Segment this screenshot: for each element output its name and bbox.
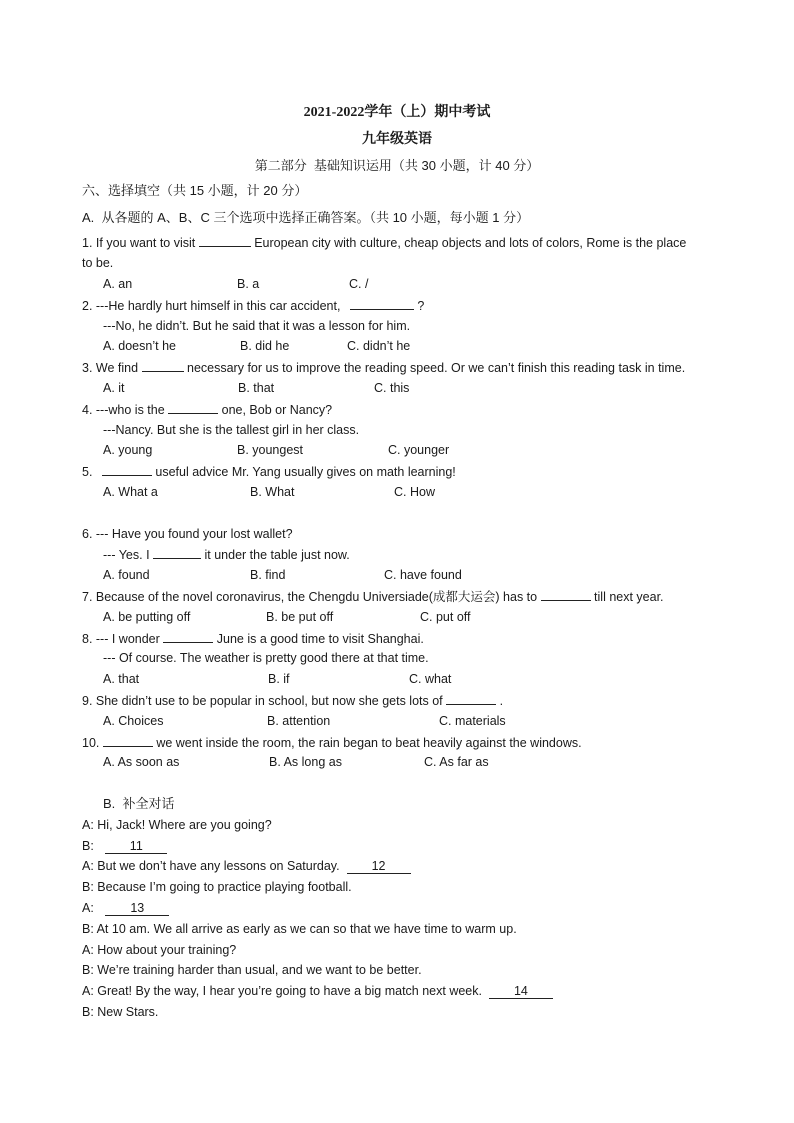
question-7: 7. Because of the novel coronavirus, the Chengdu Universiade(成都大运会) has to till next year.	[82, 587, 664, 606]
dialogue-line: B: New Stars.	[82, 1005, 159, 1019]
option-a: A. be putting off	[103, 610, 191, 624]
question-2: 2. ---He hardly hurt himself in this car accident, ?	[82, 296, 424, 315]
option-b: B. if	[268, 672, 290, 686]
option-b: B. did he	[240, 339, 290, 353]
option-c: C. /	[349, 277, 369, 291]
question-6-reply: --- Yes. I it under the table just now.	[103, 545, 350, 564]
option-b: B. a	[237, 277, 260, 291]
option-a: A. it	[103, 381, 125, 395]
option-b: B. be put off	[266, 610, 334, 624]
numbered-blank: 13	[105, 901, 169, 916]
question-4: 4. ---who is the one, Bob or Nancy?	[82, 400, 332, 419]
dialogue-line: B: 11	[82, 837, 167, 855]
answer-blank	[350, 296, 414, 310]
answer-blank	[168, 400, 218, 414]
answer-blank	[199, 233, 251, 247]
dialogue-line: A: But we don’t have any lessons on Saturday. 12	[82, 857, 411, 875]
question-6: 6. --- Have you found your lost wallet?	[82, 527, 293, 541]
option-c: C. materials	[439, 714, 506, 728]
question-9: 9. She didn’t use to be popular in school, but now she gets lots of .	[82, 691, 503, 710]
option-c: C. How	[394, 485, 435, 499]
option-a: A. found	[103, 568, 150, 582]
answer-blank	[102, 462, 152, 476]
option-a: A. an	[103, 277, 133, 291]
dialogue-line: B: We’re training harder than usual, and we want to be better.	[82, 963, 422, 977]
answer-blank	[163, 629, 213, 643]
dialogue-line: A: Hi, Jack! Where are you going?	[82, 818, 272, 832]
question-3: 3. We find necessary for us to improve the reading speed. Or we can’t finish this reading task in time.	[82, 358, 685, 377]
part-a-instructions: A. 从各题的 A、B、C 三个选项中选择正确答案。（共 10 小题，每小题 1 分）	[82, 210, 530, 225]
question-2-reply: ---No, he didn’t. But he said that it was a lesson for him.	[103, 319, 411, 333]
question-1: 1. If you want to visit European city with culture, cheap objects and lots of colors, Rome is the place	[82, 233, 686, 252]
option-c: C. what	[409, 672, 452, 686]
subject-title: 九年级英语	[362, 132, 432, 147]
question-8: 8. --- I wonder June is a good time to visit Shanghai.	[82, 629, 424, 648]
option-b: B. that	[238, 381, 275, 395]
option-c: C. didn’t he	[347, 339, 411, 353]
question-8-reply: --- Of course. The weather is pretty good there at that time.	[103, 651, 429, 665]
dialogue-line: A: How about your training?	[82, 943, 237, 957]
answer-blank	[103, 733, 153, 747]
option-b: B. find	[250, 568, 286, 582]
dialogue-line: A: Great! By the way, I hear you’re going to have a big match next week. 14	[82, 982, 553, 1000]
dialogue-line: A: 13	[82, 899, 169, 917]
dialogue-line: B: At 10 am. We all arrive as early as we can so that we have time to warm up.	[82, 922, 517, 936]
option-a: A. Choices	[103, 714, 164, 728]
option-b: B. youngest	[237, 443, 304, 457]
answer-blank	[153, 545, 201, 559]
option-b: B. attention	[267, 714, 331, 728]
option-a: A. that	[103, 672, 140, 686]
question-1-cont: to be.	[82, 256, 114, 270]
option-b: B. What	[250, 485, 295, 499]
part-heading: 第二部分 基础知识运用（共 30 小题，计 40 分）	[254, 158, 540, 173]
option-a: A. doesn’t he	[103, 339, 176, 353]
question-10: 10. we went inside the room, the rain began to beat heavily against the windows.	[82, 733, 582, 752]
question-5: 5. useful advice Mr. Yang usually gives on math learning!	[82, 462, 456, 481]
numbered-blank: 11	[105, 839, 167, 854]
option-c: C. put off	[420, 610, 471, 624]
part-b-heading: B. 补全对话	[103, 796, 175, 811]
answer-blank	[142, 358, 184, 372]
section-heading: 六、选择填空（共 15 小题，计 20 分）	[82, 183, 308, 198]
answer-blank	[541, 587, 591, 601]
exam-title: 2021-2022学年（上）期中考试	[303, 105, 491, 120]
option-a: A. young	[103, 443, 153, 457]
numbered-blank: 14	[489, 984, 553, 999]
dialogue-line: B: Because I’m going to practice playing football.	[82, 880, 352, 894]
option-b: B. As long as	[269, 755, 342, 769]
option-c: C. As far as	[424, 755, 489, 769]
option-c: C. have found	[384, 568, 462, 582]
option-a: A. As soon as	[103, 755, 180, 769]
numbered-blank: 12	[347, 859, 411, 874]
option-c: C. younger	[388, 443, 450, 457]
answer-blank	[446, 691, 496, 705]
question-4-reply: ---Nancy. But she is the tallest girl in her class.	[103, 423, 360, 437]
option-c: C. this	[374, 381, 410, 395]
option-a: A. What a	[103, 485, 158, 499]
